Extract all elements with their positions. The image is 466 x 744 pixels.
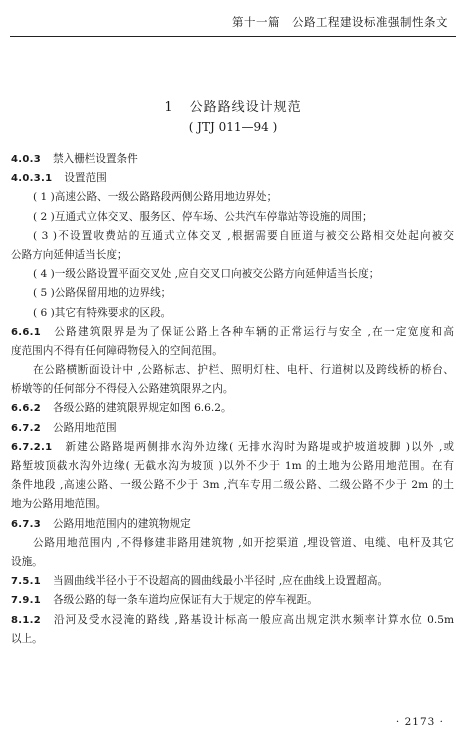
page-title — [0, 96, 466, 115]
line-text: 路堑坡顶截水沟外边缘( 无截水沟为坡顶 )以外不少于 1m 的土地为公路用地范围。在有 — [11, 460, 454, 472]
line-text: 地为公路用地范围。 — [11, 498, 107, 511]
text-line — [11, 572, 454, 591]
line-text: ( 2 )互通式立体交叉、服务区、停车场、公共汽车停靠站等设施的周围； — [33, 210, 373, 223]
line-text: 在公路横断面设计中 ,公路标志、护栏、照明灯柱、电杆、行道树以及跨线桥的桥台、 — [33, 364, 454, 377]
section-number: 7.5.1 — [11, 576, 41, 588]
line-text: ( 4 )一级公路设置平面交叉处 ,应自交叉口向被交公路方向延伸适当长度； — [33, 268, 380, 281]
standard-code: ( JTJ 011—94 ) — [188, 120, 278, 134]
text-line — [11, 342, 454, 361]
text-line — [11, 361, 454, 380]
text-line — [11, 227, 454, 246]
line-text: 度范围内不得有任何障碍物侵入的空间范围。 — [11, 344, 223, 357]
line-text: 各级公路的建筑限界规定如图 6.6.2。 — [52, 402, 232, 415]
line-text: 公路用地范围内 ,不得修建非路用建筑物 ,如开挖渠道 ,埋设管道、电缆、电杆及其它 — [33, 536, 454, 549]
line-text: 设施。 — [11, 555, 43, 568]
line-text: 设置范围 — [64, 172, 107, 185]
page-number: · 2173 · — [395, 716, 444, 728]
text-line — [11, 188, 454, 207]
text-line — [11, 284, 454, 303]
section-number: 7.9.1 — [11, 595, 41, 607]
text-line — [11, 380, 454, 399]
text-line — [11, 534, 454, 553]
text-line — [11, 208, 454, 227]
line-text: 沿河及受水浸淹的路线 ,路基设计标高一般应高出规定洪水频率计算水位 0.5m — [52, 613, 454, 626]
text-line — [11, 591, 454, 610]
text-line — [11, 169, 454, 188]
section-number: 6.7.2.1 — [11, 441, 53, 453]
line-text: 桥墩等的任何部分不得侵入公路建筑限界之内。 — [11, 383, 234, 396]
line-text: 各级公路的每一条车道均应保证有大于规定的停车视距。 — [52, 594, 318, 607]
running-header: 第十一篇 公路工程建设标准强制性条文 — [232, 15, 448, 29]
text-line — [11, 611, 454, 630]
line-text: ( 6 )其它有特殊要求的区段。 — [33, 306, 172, 319]
text-line — [11, 476, 454, 495]
header-rule — [10, 36, 456, 37]
section-number: 4.0.3 — [11, 154, 41, 165]
line-text: 当圆曲线半径小于不设超高的圆曲线最小半径时 ,应在曲线上设置超高。 — [52, 575, 389, 588]
section-number: 4.0.3.1 — [11, 173, 53, 185]
body-text — [11, 150, 454, 649]
line-text: ( 5 )公路保留用地的边界线； — [33, 287, 172, 300]
text-line — [11, 630, 454, 649]
line-text: 公路用地范围内的建筑物规定 — [52, 517, 191, 530]
text-line — [11, 399, 454, 418]
title-number: 1 — [164, 100, 174, 115]
line-text: ( 1 )高速公路、一级公路路段两侧公路用地边界处； — [33, 191, 278, 204]
line-text: 以上。 — [11, 632, 43, 645]
text-line — [11, 495, 454, 514]
text-line — [11, 265, 454, 284]
section-number: 8.1.2 — [11, 614, 41, 626]
text-line — [11, 419, 454, 438]
line-text: 公路建筑限界是为了保证公路上各种车辆的正常运行与安全 ,在一定宽度和高 — [52, 325, 454, 338]
line-text: 公路用地范围 — [52, 421, 117, 434]
section-number: 6.7.3 — [11, 518, 41, 530]
text-line — [11, 515, 454, 534]
text-line — [11, 304, 454, 323]
section-number: 6.6.2 — [11, 403, 41, 415]
line-text: ( 3 )不设置收费站的互通式立体交叉 ,根据需要自匝道与被交公路相交处起向被交 — [33, 229, 454, 242]
section-number: 6.6.1 — [11, 326, 41, 338]
text-line — [11, 150, 454, 169]
line-text: 禁入栅栏设置条件 — [52, 153, 138, 165]
text-line — [11, 438, 454, 457]
text-line — [11, 246, 454, 265]
line-text: 条件地段 ,高速公路、一级公路不少于 3m ,汽车专用二级公路、二级公路不少于 2m 的土 — [11, 479, 454, 492]
title-text: 公路路线设计规范 — [189, 100, 302, 115]
text-line — [11, 553, 454, 572]
text-line — [11, 457, 454, 476]
section-number: 6.7.2 — [11, 422, 41, 434]
text-line — [11, 323, 454, 342]
line-text: 公路方向延伸适当长度； — [11, 248, 128, 261]
line-text: 新建公路路堤两侧排水沟外边缘( 无排水沟时为路堤或护坡道坡脚 )以外 ,或 — [64, 440, 454, 453]
